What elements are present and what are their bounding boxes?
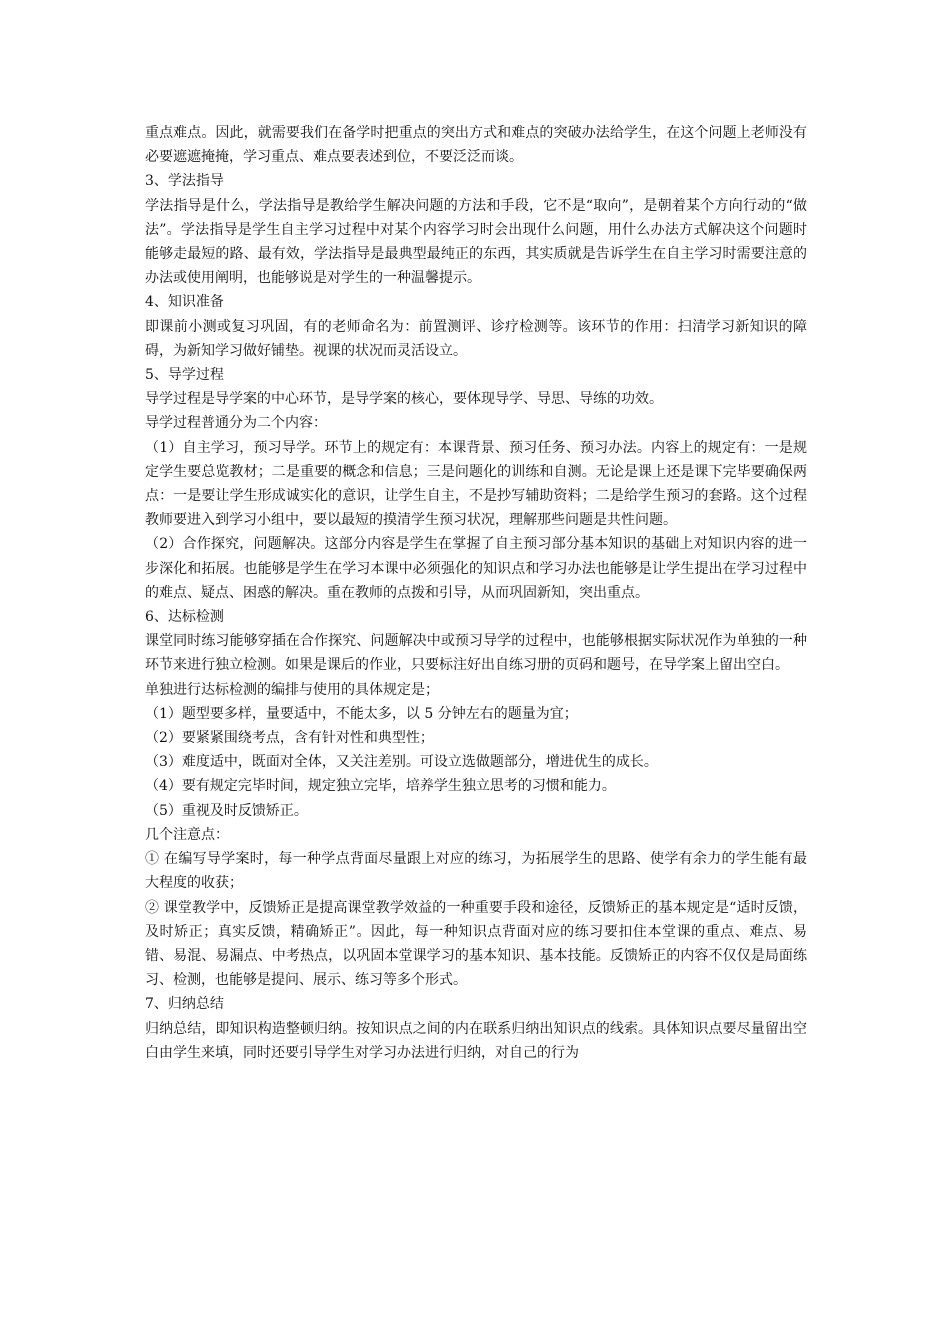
paragraph: 即课前小测或复习巩固，有的老师命名为：前置测评、诊疗检测等。该环节的作用：扫清学习新知识的障碍，为新知学习做好铺垫。视课的状况而灵活设立。 — [145, 318, 807, 359]
section-heading: 7、归纳总结 — [145, 996, 224, 1013]
paragraph: 单独进行达标检测的编排与使用的具体规定是； — [145, 681, 439, 698]
section-heading: 3、学法指导 — [145, 173, 224, 190]
list-item: （2）要紧紧围绕考点，含有针对性和典型性； — [145, 730, 434, 747]
list-item: （1）题型要多样，量要适中，不能太多，以 5 分钟左右的题量为宜； — [145, 705, 578, 722]
paragraph: 学法指导是什么，学法指导是教给学生解决问题的方法和手段，它不是“取向”，是朝着某个方向行动的“做法”。学法指导是学生自主学习过程中对某个内容学习时会出现什么问题，用什么办法方式解决这个问题时能够走最短的路、最有效，学法指导是最典型最纯正的东西，其实质就是告诉学生在自主学习时需要注意的办法或使用阐明，也能够说是对学生的一种温馨提示。 — [145, 197, 807, 287]
list-item: （4）要有规定完毕时间，规定独立完毕，培养学生独立思考的习惯和能力。 — [145, 778, 616, 795]
section-heading: 5、导学过程 — [145, 367, 224, 384]
paragraph: （1）自主学习，预习导学。环节上的规定有：本课背景、预习任务、预习办法。内容上的规定有：一是规定学生要总览教材；二是重要的概念和信息；三是问题化的训练和自测。无论是课上还是课下完毕要确保两点：一是要让学生形成诚实化的意识，让学生自主，不是抄写辅助资料；二是给学生预习的套路。这个过程教师要进入到学习小组中，要以最短的摸清学生预习状况，理解那些问题是共性问题。 — [145, 439, 807, 529]
paragraph: 重点难点。因此，就需要我们在备学时把重点的突出方式和难点的突破办法给学生，在这个问题上老师没有必要遮遮掩掩，学习重点、难点要表述到位，不要泛泛而谈。 — [145, 125, 807, 166]
paragraph: 几个注意点： — [145, 826, 229, 843]
paragraph: 导学过程是导学案的中心环节，是导学案的核心，要体现导学、导思、导练的功效。 — [145, 391, 663, 408]
list-item: （3）难度适中，既面对全体，又关注差别。可设立选做题部分，增进优生的成长。 — [145, 754, 658, 771]
paragraph: （2）合作探究，问题解决。这部分内容是学生在掌握了自主预习部分基本知识的基础上对知识内容的进一步深化和拓展。也能够是学生在学习本课中必须强化的知识点和学习办法也能够是让学生提出在学习过程中的难点、疑点、困惑的解决。重在教师的点拨和引导，从而巩固新知，突出重点。 — [145, 536, 807, 601]
list-item: （5）重视及时反馈矫正。 — [145, 802, 308, 819]
list-item: ② 课堂教学中，反馈矫正是提高课堂教学效益的一种重要手段和途径，反馈矫正的基本规定是“适时反馈，及时矫正；真实反馈，精确矫正”。因此，每一种知识点背面对应的练习要扣住本堂课的重点、难点、易错、易混、易漏点、中考热点，以巩固本堂课学习的基本知识、基本技能。反馈矫正的内容不仅仅是局面练习、检测，也能够是提问、展示、练习等多个形式。 — [145, 899, 807, 989]
list-item: ① 在编写导学案时，每一种学点背面尽量跟上对应的练习，为拓展学生的思路、使学有余力的学生能有最大程度的收获； — [145, 851, 807, 892]
section-heading: 4、知识准备 — [145, 294, 224, 311]
section-heading: 6、达标检测 — [145, 609, 224, 626]
paragraph: 导学过程普通分为二个内容： — [145, 415, 327, 432]
paragraph: 课堂同时练习能够穿插在合作探究、问题解决中或预习导学的过程中，也能够根据实际状况作为单独的一种环节来进行独立检测。如果是课后的作业，只要标注好出自练习册的页码和题号，在导学案上留出空白。 — [145, 633, 807, 674]
document-page — [145, 121, 807, 1065]
paragraph: 归纳总结，即知识构造整顿归纳。按知识点之间的内在联系归纳出知识点的线索。具体知识点要尽量留出空白由学生来填，同时还要引导学生对学习办法进行归纳，对自己的行为 — [145, 1020, 807, 1061]
